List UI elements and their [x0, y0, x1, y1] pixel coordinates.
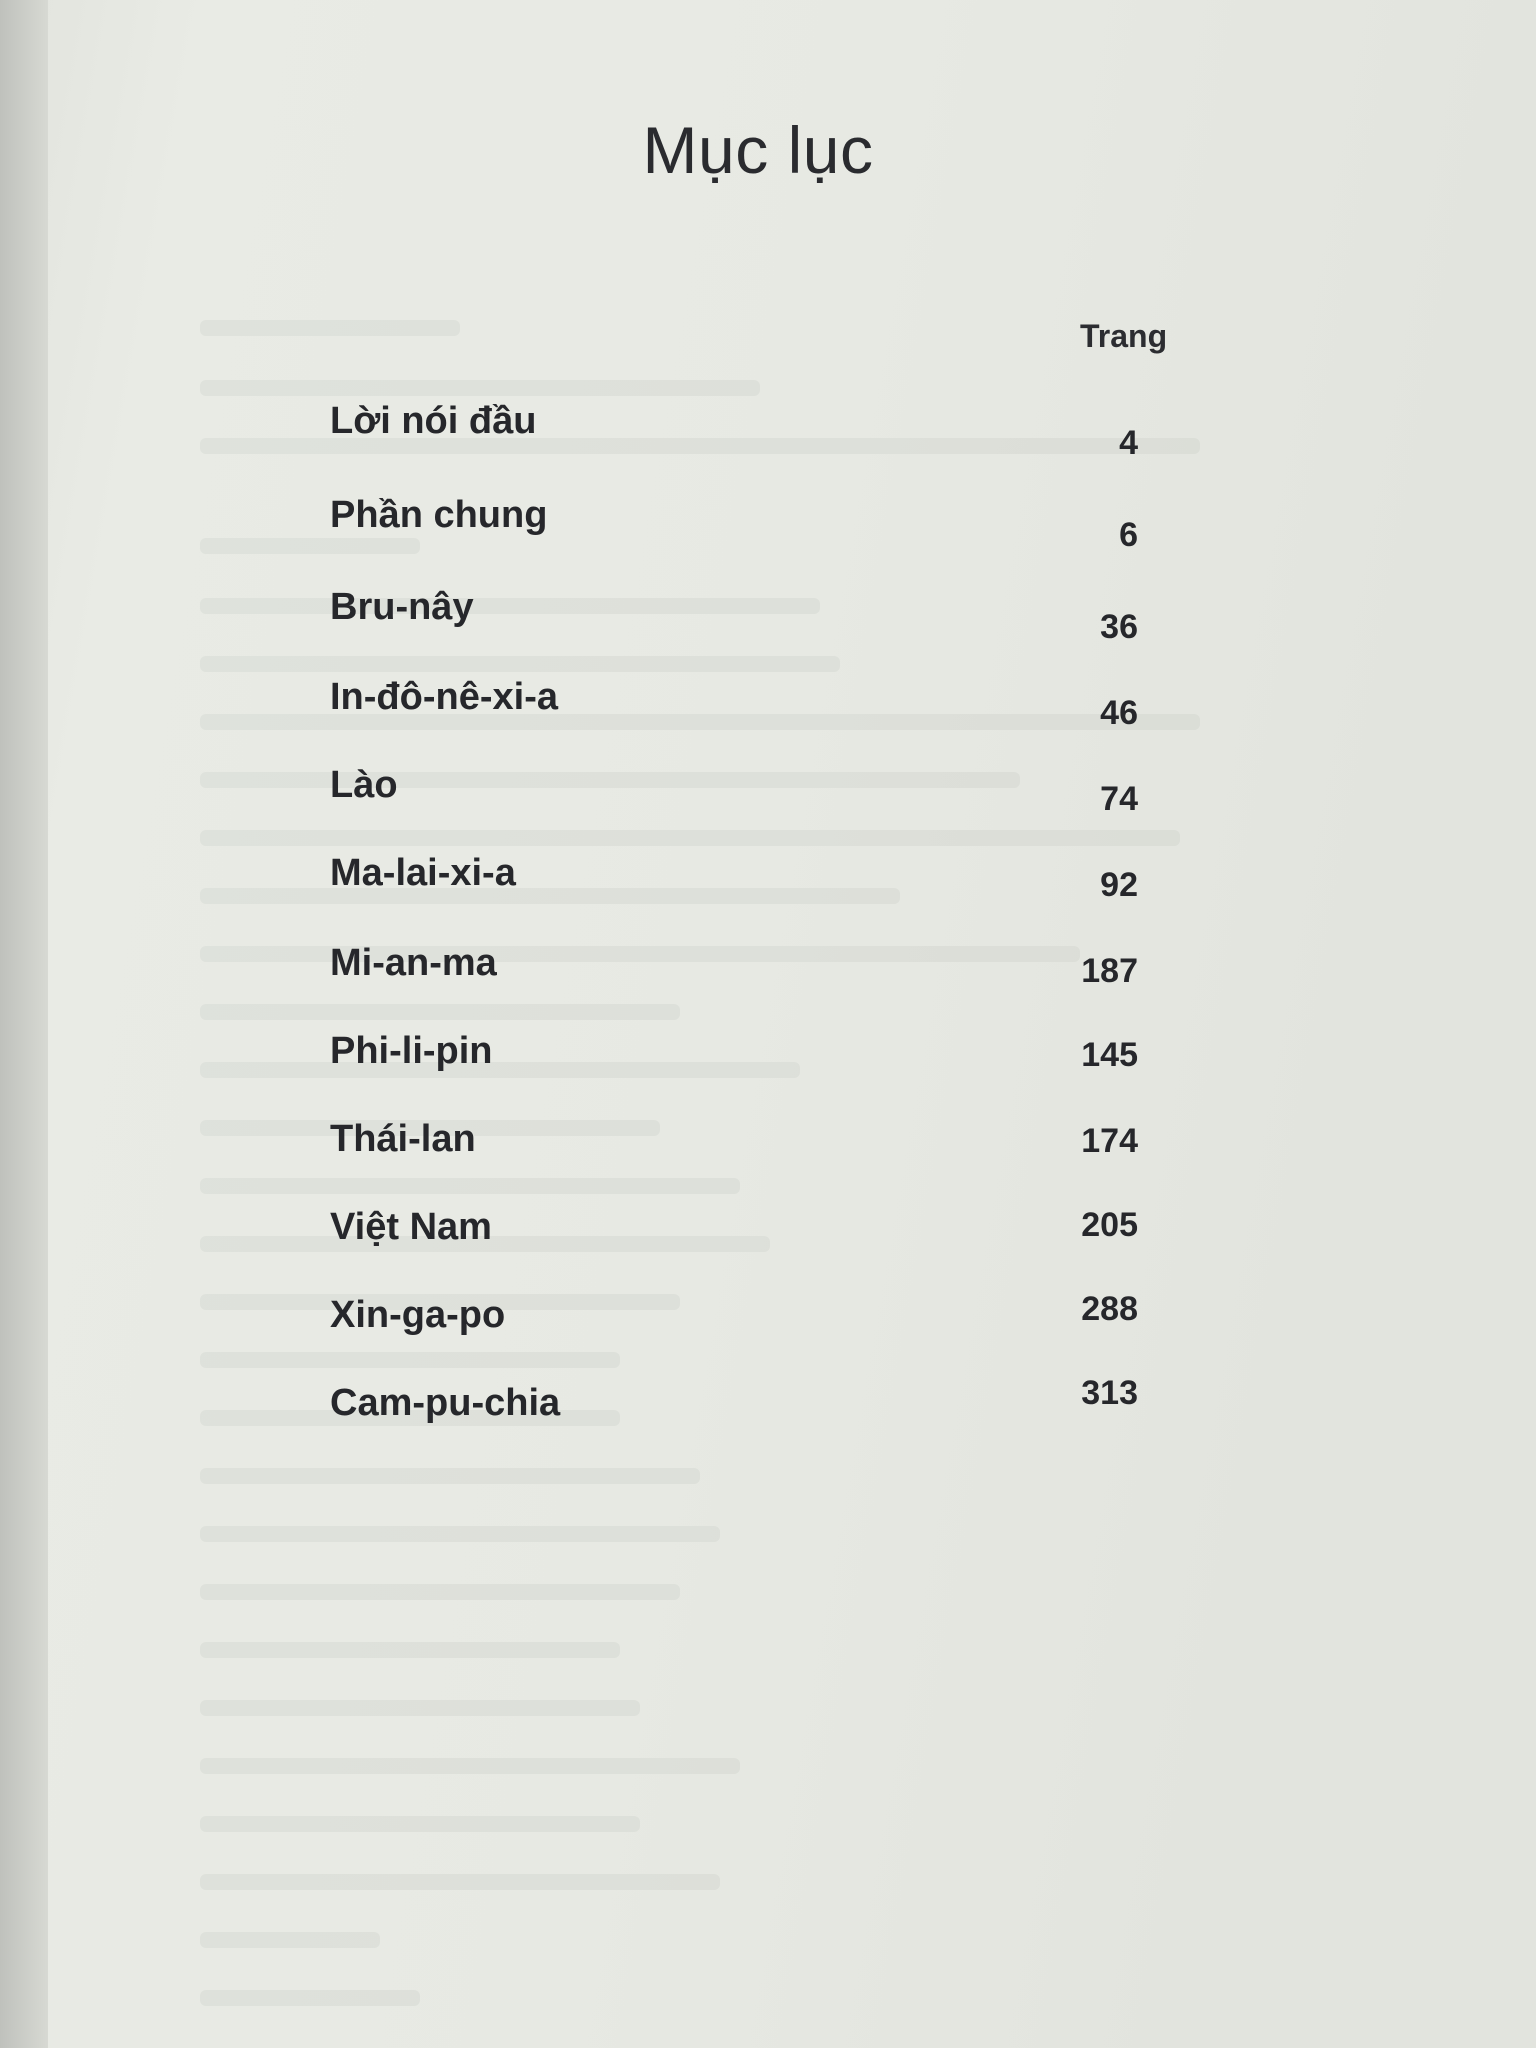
- page-number-column-header: Trang: [1080, 318, 1168, 354]
- toc-entry-page: 145: [1081, 1036, 1138, 1074]
- toc-entry: [330, 1206, 1230, 1266]
- toc-entry-title: Lào: [330, 764, 398, 806]
- toc-entry-title: Mi-an-ma: [330, 942, 497, 984]
- toc-entry-title: Phi-li-pin: [330, 1030, 493, 1072]
- toc-entry-page: 36: [1100, 608, 1138, 646]
- toc-entry: [330, 1374, 1230, 1442]
- toc-entry-page: 92: [1100, 866, 1138, 904]
- toc-entry-page: 46: [1100, 694, 1138, 732]
- toc-entry-page: 313: [1081, 1374, 1138, 1412]
- toc-entry: [330, 400, 1230, 460]
- toc-entry-page: 4: [1119, 424, 1138, 462]
- toc-entry-title: Phần chung: [330, 494, 548, 536]
- toc-entry-title: Xin-ga-po: [330, 1294, 506, 1336]
- toc-entry: [330, 852, 1230, 912]
- toc-entry: [330, 1118, 1230, 1178]
- toc-entry-page: 187: [1081, 952, 1138, 990]
- toc-entry-title: Cam-pu-chia: [330, 1382, 561, 1424]
- toc-entry-page: 6: [1119, 516, 1138, 554]
- toc-entry: [330, 1290, 1230, 1354]
- toc-entry-title: Thái-lan: [330, 1118, 476, 1160]
- toc-entry: [330, 586, 1230, 646]
- toc-entry-page: 288: [1081, 1290, 1138, 1328]
- toc-entry-page: 174: [1081, 1122, 1138, 1160]
- toc-entry-page: 74: [1100, 780, 1138, 818]
- toc-entry: [330, 1030, 1230, 1090]
- toc-entry: [330, 764, 1230, 824]
- toc-entry-title: In-đô-nê-xi-a: [330, 676, 558, 718]
- toc-entry: [330, 942, 1230, 1002]
- toc-entry-title: Lời nói đầu: [330, 400, 537, 442]
- toc-entry: [330, 494, 1230, 554]
- toc-entry-page: 205: [1081, 1206, 1138, 1244]
- toc-entry-title: Việt Nam: [330, 1206, 492, 1248]
- toc-entry: [330, 676, 1230, 736]
- toc-entry-title: Bru-nây: [330, 586, 474, 628]
- toc-entry-title: Ma-lai-xi-a: [330, 852, 516, 894]
- page-title: Mục lục: [642, 113, 874, 187]
